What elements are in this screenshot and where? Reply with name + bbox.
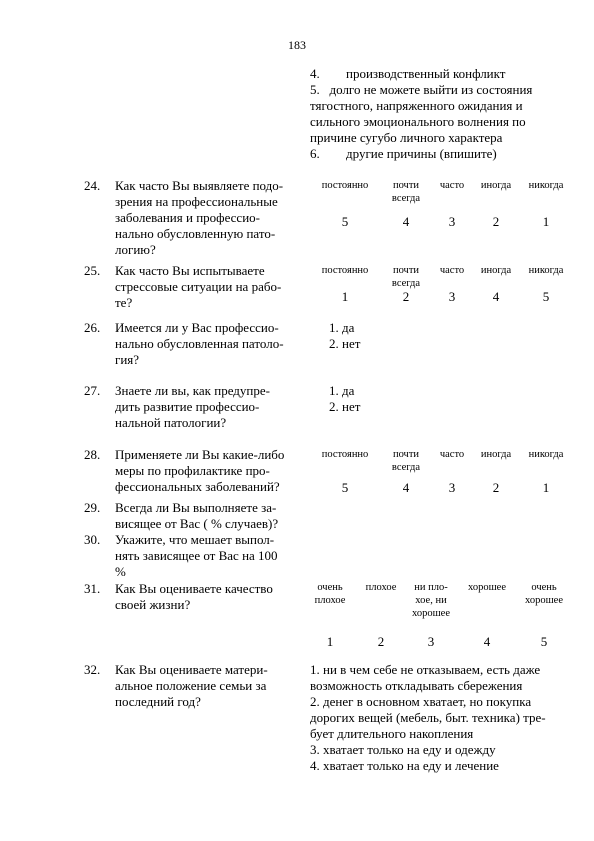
scale-value[interactable]: 1: [542, 214, 550, 229]
option-yes[interactable]: 1. да: [329, 320, 355, 335]
question-30-text: [115, 532, 300, 580]
answer-number: 4.: [310, 66, 320, 81]
option-line[interactable]: 2. денег в основном хватает, но покупка: [310, 694, 532, 709]
question-line: Как часто Вы испытываете: [115, 263, 265, 278]
question-line: Всегда ли Вы выполняете за-: [115, 500, 277, 515]
scale-label: постоянно: [321, 449, 369, 460]
answer-item-5-line: причине сугубо личного характера: [310, 130, 503, 145]
scale-value[interactable]: 5: [341, 480, 349, 495]
scale-value[interactable]: 2: [402, 289, 410, 304]
scale-value[interactable]: 3: [427, 634, 435, 649]
scale-value[interactable]: 1: [326, 634, 334, 649]
scale-value[interactable]: 5: [542, 289, 550, 304]
question-line: дить развитие профессио-: [115, 399, 260, 414]
continued-answer-list: [310, 66, 570, 162]
scale-label: почти всегда: [391, 449, 421, 473]
question-line: нять зависящее от Вас на 100: [115, 548, 278, 563]
scale-value[interactable]: 2: [492, 214, 500, 229]
question-line: меры по профилактике про-: [115, 463, 270, 478]
scale-label: часто: [439, 265, 465, 276]
scale-label: очень плохое: [314, 582, 346, 606]
question-25-text: [115, 263, 300, 311]
scale-label: постоянно: [321, 180, 369, 191]
scale-label: ни пло- хое, ни хорошее: [411, 582, 451, 619]
answer-item-4: [310, 66, 570, 82]
scale-label: иногда: [480, 449, 512, 460]
question-number: 26.: [84, 320, 101, 335]
question-number: 24.: [84, 178, 101, 193]
question-29-text: [115, 500, 300, 532]
scale-value[interactable]: 3: [448, 289, 456, 304]
question-line: Как Вы оцениваете матери-: [115, 662, 268, 677]
question-number: 30.: [84, 532, 101, 547]
scale-value[interactable]: 4: [483, 634, 491, 649]
question-line: альное положение семьи за: [115, 678, 267, 693]
question-line: Как часто Вы выявляете подо-: [115, 178, 284, 193]
scale-value[interactable]: 5: [341, 214, 349, 229]
scale-label: постоянно: [321, 265, 369, 276]
scale-value[interactable]: 3: [448, 480, 456, 495]
question-line: Укажите, что мешает выпол-: [115, 532, 275, 547]
option-line[interactable]: 1. ни в чем себе не отказываем, есть даже: [310, 662, 541, 677]
question-number: 31.: [84, 581, 101, 596]
scale-label: никогда: [528, 449, 564, 460]
option-line[interactable]: 3. хватает только на еду и одежду: [310, 742, 496, 757]
question-line: нально обусловленную пато-: [115, 226, 276, 241]
question-number: 27.: [84, 383, 101, 398]
question-line: последний год?: [115, 694, 201, 709]
scale-label: иногда: [480, 180, 512, 191]
scale-value[interactable]: 2: [492, 480, 500, 495]
q27-options: [329, 383, 360, 415]
answer-item-6: [310, 146, 570, 162]
answer-number: 6.: [310, 146, 320, 161]
scale-value[interactable]: 4: [492, 289, 500, 304]
scale-label: плохое: [365, 582, 397, 593]
question-line: своей жизни?: [115, 597, 191, 612]
option-line[interactable]: бует длительного накопления: [310, 726, 474, 741]
question-number: 32.: [84, 662, 101, 677]
question-line: заболевания и профессио-: [115, 210, 260, 225]
scale-label: иногда: [480, 265, 512, 276]
question-26-text: [115, 320, 300, 368]
question-line: фессиональных заболеваний?: [115, 479, 280, 494]
question-line: Как Вы оцениваете качество: [115, 581, 273, 596]
question-line: висящее от Вас ( % случаев)?: [115, 516, 279, 531]
option-no[interactable]: 2. нет: [329, 399, 361, 414]
option-line[interactable]: возможность откладывать сбережения: [310, 678, 523, 693]
scale-value[interactable]: 3: [448, 214, 456, 229]
question-line: гия?: [115, 352, 140, 367]
scale-label: часто: [439, 449, 465, 460]
answer-text: производственный конфликт: [346, 66, 506, 81]
scale-label: никогда: [528, 180, 564, 191]
question-line: те?: [115, 295, 133, 310]
scale-label: очень хорошее: [524, 582, 564, 606]
question-31-text: [115, 581, 300, 613]
scale-value[interactable]: 1: [542, 480, 550, 495]
scale-value[interactable]: 2: [377, 634, 385, 649]
question-number: 29.: [84, 500, 101, 515]
question-number: 28.: [84, 447, 101, 462]
question-line: Знаете ли вы, как предупре-: [115, 383, 270, 398]
scale-value[interactable]: 4: [402, 214, 410, 229]
page-number: 183: [288, 38, 306, 52]
answer-text: другие причины (впишите): [346, 146, 497, 161]
question-line: нальной патологии?: [115, 415, 227, 430]
option-yes[interactable]: 1. да: [329, 383, 355, 398]
question-32-text: [115, 662, 300, 710]
scale-label: почти всегда: [391, 265, 421, 289]
q32-options: [310, 662, 572, 774]
scale-label: хорошее: [467, 582, 507, 593]
question-line: Имеется ли у Вас профессио-: [115, 320, 279, 335]
question-number: 25.: [84, 263, 101, 278]
question-line: зрения на профессиональные: [115, 194, 278, 209]
option-line[interactable]: 4. хватает только на еду и лечение: [310, 758, 499, 773]
answer-item-5-line: 5. долго не можете выйти из состояния: [310, 82, 533, 97]
scale-value[interactable]: 1: [341, 289, 349, 304]
answer-item-5-line: сильного эмоционального волнения по: [310, 114, 526, 129]
option-no[interactable]: 2. нет: [329, 336, 361, 351]
answer-item-5-line: тягостного, напряженного ожидания и: [310, 98, 523, 113]
scale-label: часто: [439, 180, 465, 191]
q26-options: [329, 320, 360, 352]
question-24-text: [115, 178, 300, 258]
question-line: стрессовые ситуации на рабо-: [115, 279, 282, 294]
question-line: нально обусловленная патоло-: [115, 336, 284, 351]
scale-value[interactable]: 5: [540, 634, 548, 649]
question-27-text: [115, 383, 300, 431]
question-line: %: [115, 564, 126, 579]
scale-label: почти всегда: [391, 180, 421, 204]
question-line: логию?: [115, 242, 156, 257]
option-line[interactable]: дорогих вещей (мебель, быт. техника) тре-: [310, 710, 546, 725]
question-28-text: [115, 447, 300, 495]
scale-value[interactable]: 4: [402, 480, 410, 495]
question-line: Применяете ли Вы какие-либо: [115, 447, 285, 462]
scale-label: никогда: [528, 265, 564, 276]
